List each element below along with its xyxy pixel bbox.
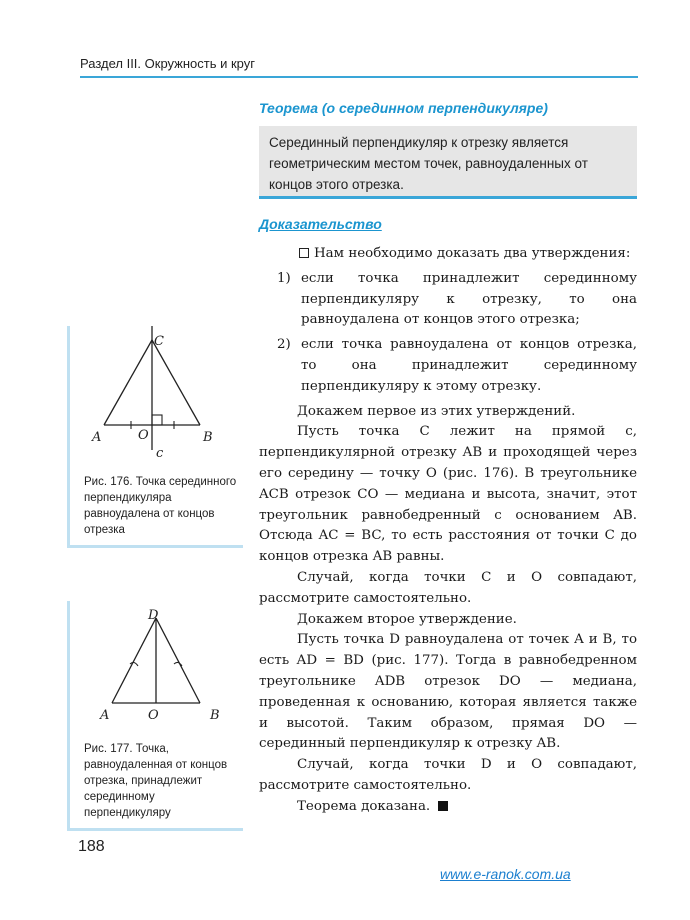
proof-paragraph: Пусть точка C лежит на прямой c, перпендикулярной отрезку AB и проходящей через его середину — точку O (рис. 176). В треугольнике ACB отрезок CO — медиана и высота, значит, этот треугольник равнобедренный с основанием AB. Отсюда AC = BC, то есть расстояния от точки C до концов отрезка AB равны.: [259, 424, 637, 565]
figure-caption: Рис. 177. Точка, равноудаленная от концов отрезка, принадлежит серединному перпендикуляру: [84, 743, 228, 819]
conclusion-text: Теорема доказана.: [297, 798, 431, 814]
label-d: D: [148, 608, 159, 623]
proof-intro-text: Нам необходимо доказать два утверждения:: [314, 246, 631, 261]
figure-176-diagram: [70, 326, 246, 466]
proof-paragraph: Докажем первое из этих утверждений.: [297, 403, 576, 419]
proof-paragraph: Докажем второе утверждение.: [297, 611, 517, 627]
label-a: A: [100, 708, 110, 723]
theorem-title: Теорема (о серединном перпендикуляре): [259, 100, 548, 116]
end-of-proof-icon: [438, 801, 448, 811]
proof-conclusion: [259, 797, 637, 818]
list-item: [259, 335, 637, 397]
list-item-text: если точка равноудалена от концов отрезка, то она принадлежит серединному перпендикуляру к этому отрезку.: [301, 337, 637, 394]
proof-paragraph: Пусть точка D равноудалена от точек A и B, то есть AD = BD (рис. 177). Тогда в равнобедренном треугольнике ADB отрезок DO — медиана, проведенная к основанию, которая является также и высотой. Таким образом, прямая DO — серединный перпендикуляр к отрезку AB.: [259, 632, 637, 752]
label-b: B: [203, 430, 213, 445]
label-o: O: [148, 708, 159, 723]
label-c-upper: C: [154, 334, 164, 349]
proof-intro: [259, 244, 637, 265]
figure-177: [67, 601, 243, 831]
list-item-number: 2): [277, 337, 291, 353]
proof-paragraph: Случай, когда точки D и O совпадают, рассмотрите самостоятельно.: [259, 757, 637, 793]
list-item: [259, 269, 637, 331]
footer-link[interactable]: www.e-ranok.com.ua: [440, 866, 571, 882]
figure-177-diagram: [70, 601, 246, 731]
label-b: B: [210, 708, 220, 723]
section-title: Раздел III. Окружность и круг: [80, 56, 255, 71]
theorem-statement: Серединный перпендикуляр к отрезку является геометрическим местом точек, равноудаленных от концов этого отрезка.: [269, 135, 588, 192]
figure-caption: Рис. 176. Точка серединного перпендикуляра равноудалена от концов отрезка: [84, 476, 237, 536]
header-divider: [80, 76, 638, 78]
proof-title: Доказательство: [259, 216, 382, 232]
proof-body: [259, 244, 637, 818]
list-item-number: 1): [277, 270, 291, 286]
figure-176: [67, 326, 243, 548]
proof-start-square-icon: [299, 248, 309, 258]
theorem-statement-box: [259, 126, 637, 199]
proof-paragraph: Случай, когда точки C и O совпадают, рассмотрите самостоятельно.: [259, 569, 637, 606]
label-o: O: [138, 428, 149, 443]
label-a: A: [92, 430, 102, 445]
label-line-c: c: [156, 446, 164, 461]
page-number: 188: [78, 838, 105, 855]
list-item-text: если точка принадлежит серединному перпендикуляру к отрезку, то она равноудалена от концов этого отрезка;: [301, 270, 637, 328]
